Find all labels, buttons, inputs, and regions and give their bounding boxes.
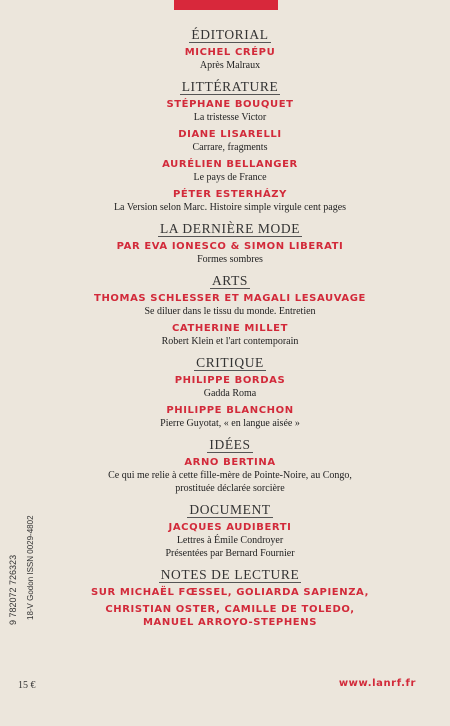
- section-title: LITTÉRATURE: [181, 79, 279, 94]
- section-title: CRITIQUE: [196, 355, 264, 370]
- website-link[interactable]: www.lanrf.fr: [338, 678, 416, 689]
- toc-entry: [80, 188, 380, 214]
- toc-entry: [80, 456, 380, 495]
- entry-author: PÉTER ESTERHÁZY: [173, 189, 287, 200]
- section: [80, 78, 380, 214]
- entry-title: Présentées par Bernard Fournier: [165, 548, 295, 559]
- section-title: NOTES DE LECTURE: [160, 567, 300, 582]
- toc-entry: [80, 128, 380, 154]
- entry-title: Pierre Guyotat, « en langue aisée »: [160, 418, 300, 429]
- issn-line: 18-V Godon ISSN 0029-4802: [26, 515, 35, 620]
- entry-title: Carrare, fragments: [192, 142, 268, 153]
- section: [80, 354, 380, 430]
- entry-author: PHILIPPE BORDAS: [174, 375, 286, 386]
- price: 15 €: [18, 680, 36, 691]
- toc-entry: [80, 404, 380, 430]
- toc-entry: [80, 603, 380, 629]
- entry-author: ARNO BERTINA: [184, 457, 276, 468]
- section: [80, 566, 380, 629]
- section: [80, 220, 380, 266]
- entry-title: La tristesse Victor: [193, 112, 267, 123]
- section-title: ÉDITORIAL: [191, 27, 269, 42]
- section: [80, 436, 380, 495]
- section: [80, 26, 380, 72]
- entry-author: PHILIPPE BLANCHON: [166, 405, 294, 416]
- entry-author: SUR MICHAËL FŒSSEL, GOLIARDA SAPIENZA,: [91, 587, 369, 598]
- toc-entry: [80, 46, 380, 72]
- entry-author: AURÉLIEN BELLANGER: [162, 159, 298, 170]
- section-title: DOCUMENT: [189, 502, 271, 517]
- entry-title: Se diluer dans le tissu du monde. Entretien: [144, 306, 316, 317]
- entry-title: Ce qui me relie à cette fille-mère de Pointe-Noire, au Congo,: [108, 470, 352, 481]
- barcode-number: 9 782072 726323: [8, 554, 18, 625]
- entry-title: Formes sombres: [197, 254, 263, 265]
- entry-title: prostituée déclarée sorcière: [175, 483, 285, 494]
- entry-title: Lettres à Émile Condroyer: [176, 535, 284, 546]
- toc-entry: [80, 240, 380, 266]
- section-title: LA DERNIÈRE MODE: [159, 221, 301, 236]
- toc-entry: [80, 322, 380, 348]
- entry-title: Gadda Roma: [203, 388, 257, 399]
- entry-author: CATHERINE MILLET: [171, 323, 289, 334]
- section: [80, 272, 380, 348]
- entry-author: PAR EVA IONESCO & SIMON LIBERATI: [116, 241, 344, 252]
- section-title: IDÉES: [209, 437, 251, 452]
- toc-entry: [80, 158, 380, 184]
- table-of-contents: [80, 26, 380, 635]
- entry-author: STÉPHANE BOUQUET: [166, 99, 294, 110]
- toc-entry: [80, 586, 380, 599]
- entry-title: La Version selon Marc. Histoire simple virgule cent pages: [113, 202, 347, 213]
- section-title: ARTS: [211, 273, 249, 288]
- top-red-bar: [174, 0, 278, 10]
- entry-author: CHRISTIAN OSTER, CAMILLE DE TOLEDO, MANUEL ARROYO-STEPHENS: [105, 604, 355, 628]
- entry-title: Après Malraux: [199, 60, 261, 71]
- entry-title: Robert Klein et l'art contemporain: [161, 336, 299, 347]
- toc-entry: [80, 98, 380, 124]
- entry-author: DIANE LISARELLI: [178, 129, 282, 140]
- entry-author: JACQUES AUDIBERTI: [168, 522, 292, 533]
- toc-entry: [80, 374, 380, 400]
- toc-entry: [80, 521, 380, 560]
- entry-author: THOMAS SCHLESSER ET MAGALI LESAUVAGE: [94, 293, 366, 304]
- entry-author: MICHEL CRÉPU: [184, 47, 276, 58]
- toc-entry: [80, 292, 380, 318]
- entry-title: Le pays de France: [193, 172, 267, 183]
- section: [80, 501, 380, 560]
